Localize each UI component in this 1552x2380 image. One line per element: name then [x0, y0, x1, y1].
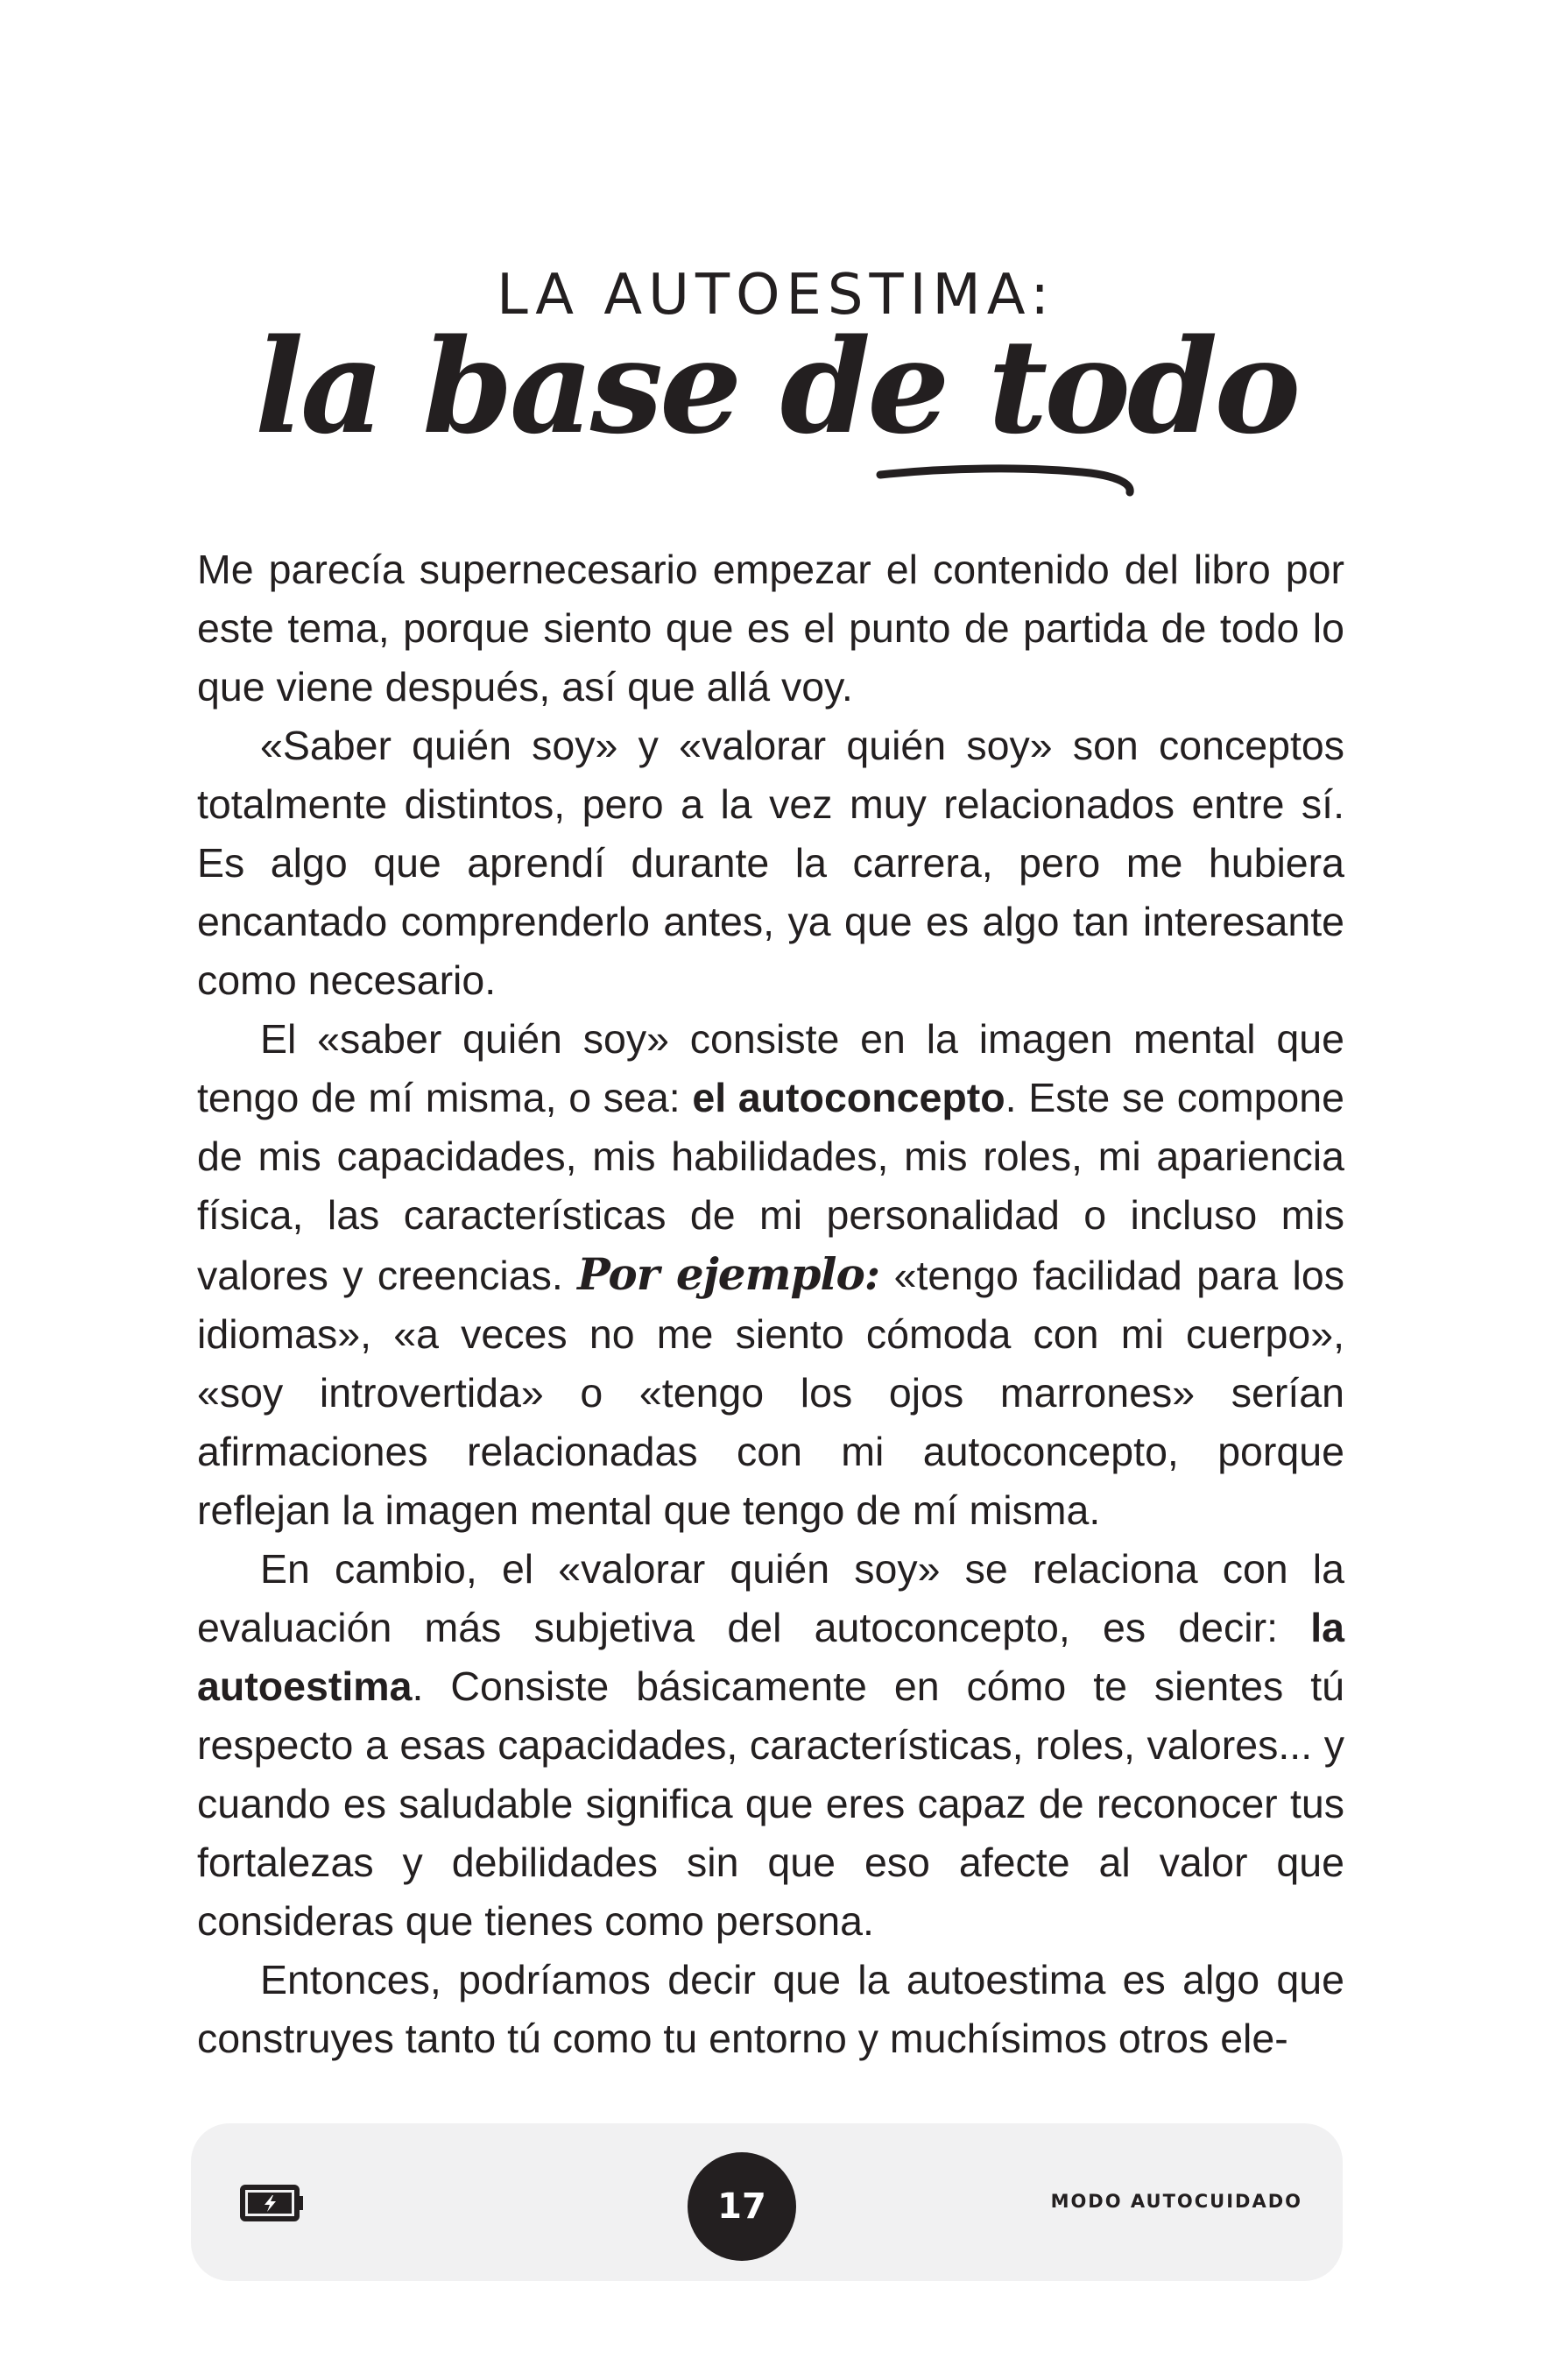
- paragraph-4: [197, 1540, 1344, 1951]
- example-label: Por ejemplo:: [577, 1248, 880, 1300]
- paragraph-3-text-c: «tengo facilidad para los idiomas», «a veces no me siento cómoda con mi cuerpo», «soy introvertida» o «tengo los ojos marrones» serían afirmaciones relacionadas con mi autoconcepto, porque reflejan la imagen mental que tengo de mí misma.: [197, 1253, 1344, 1533]
- chapter-title-top: LA AUTOESTIMA:: [497, 263, 1055, 328]
- page-number-badge: 17: [688, 2152, 796, 2261]
- body-text: [197, 540, 1344, 2068]
- title-underline-decoration: [876, 456, 1139, 499]
- page-footer: [191, 2123, 1343, 2281]
- running-title: MODO AUTOCUIDADO: [1050, 2191, 1302, 2212]
- paragraph-3-text-a: El «saber quién soy» consiste en la imagen mental que tengo de mí misma, o sea:: [197, 1016, 1344, 1120]
- battery-icon: [239, 2185, 306, 2221]
- paragraph-2: «Saber quién soy» y «valorar quién soy» son conceptos totalmente distintos, pero a la vez muy relacionados entre sí. Es algo que aprendí durante la carrera, pero me hubiera encantado comprenderlo antes, ya que es algo tan interesante como necesario.: [197, 723, 1344, 1003]
- term-autoestima: la autoestima: [197, 1605, 1344, 1709]
- paragraph-1: Me parecía supernecesario empezar el contenido del libro por este tema, porque siento que es el punto de partida de todo lo que viene después, así que allá voy.: [197, 547, 1344, 710]
- paragraph-4-text-a: En cambio, el «valorar quién soy» se relaciona con la evaluación más subjetiva del autoconcepto, es decir:: [197, 1546, 1344, 1650]
- paragraph-3-text-b: . Este se compone de mis capacidades, mis habilidades, mis roles, mi apariencia física, las características de mi personalidad o incluso mis valores y creencias.: [197, 1075, 1345, 1298]
- chapter-title-script: la base de todo: [254, 310, 1298, 463]
- paragraph-4-text-b: . Consiste básicamente en cómo te sientes tú respecto a esas capacidades, características, roles, valores... y cuando es saludable significa que eres capaz de reconocer tus fortalezas y debilidades sin que eso afecte al valor que consideras que tienes como persona.: [197, 1663, 1344, 1944]
- term-autoconcepto: el autoconcepto: [692, 1075, 1005, 1120]
- paragraph-3: [197, 1010, 1344, 1540]
- paragraph-5: Entonces, podríamos decir que la autoestima es algo que construyes tanto tú como tu entorno y muchísimos otros ele-: [197, 1957, 1344, 2061]
